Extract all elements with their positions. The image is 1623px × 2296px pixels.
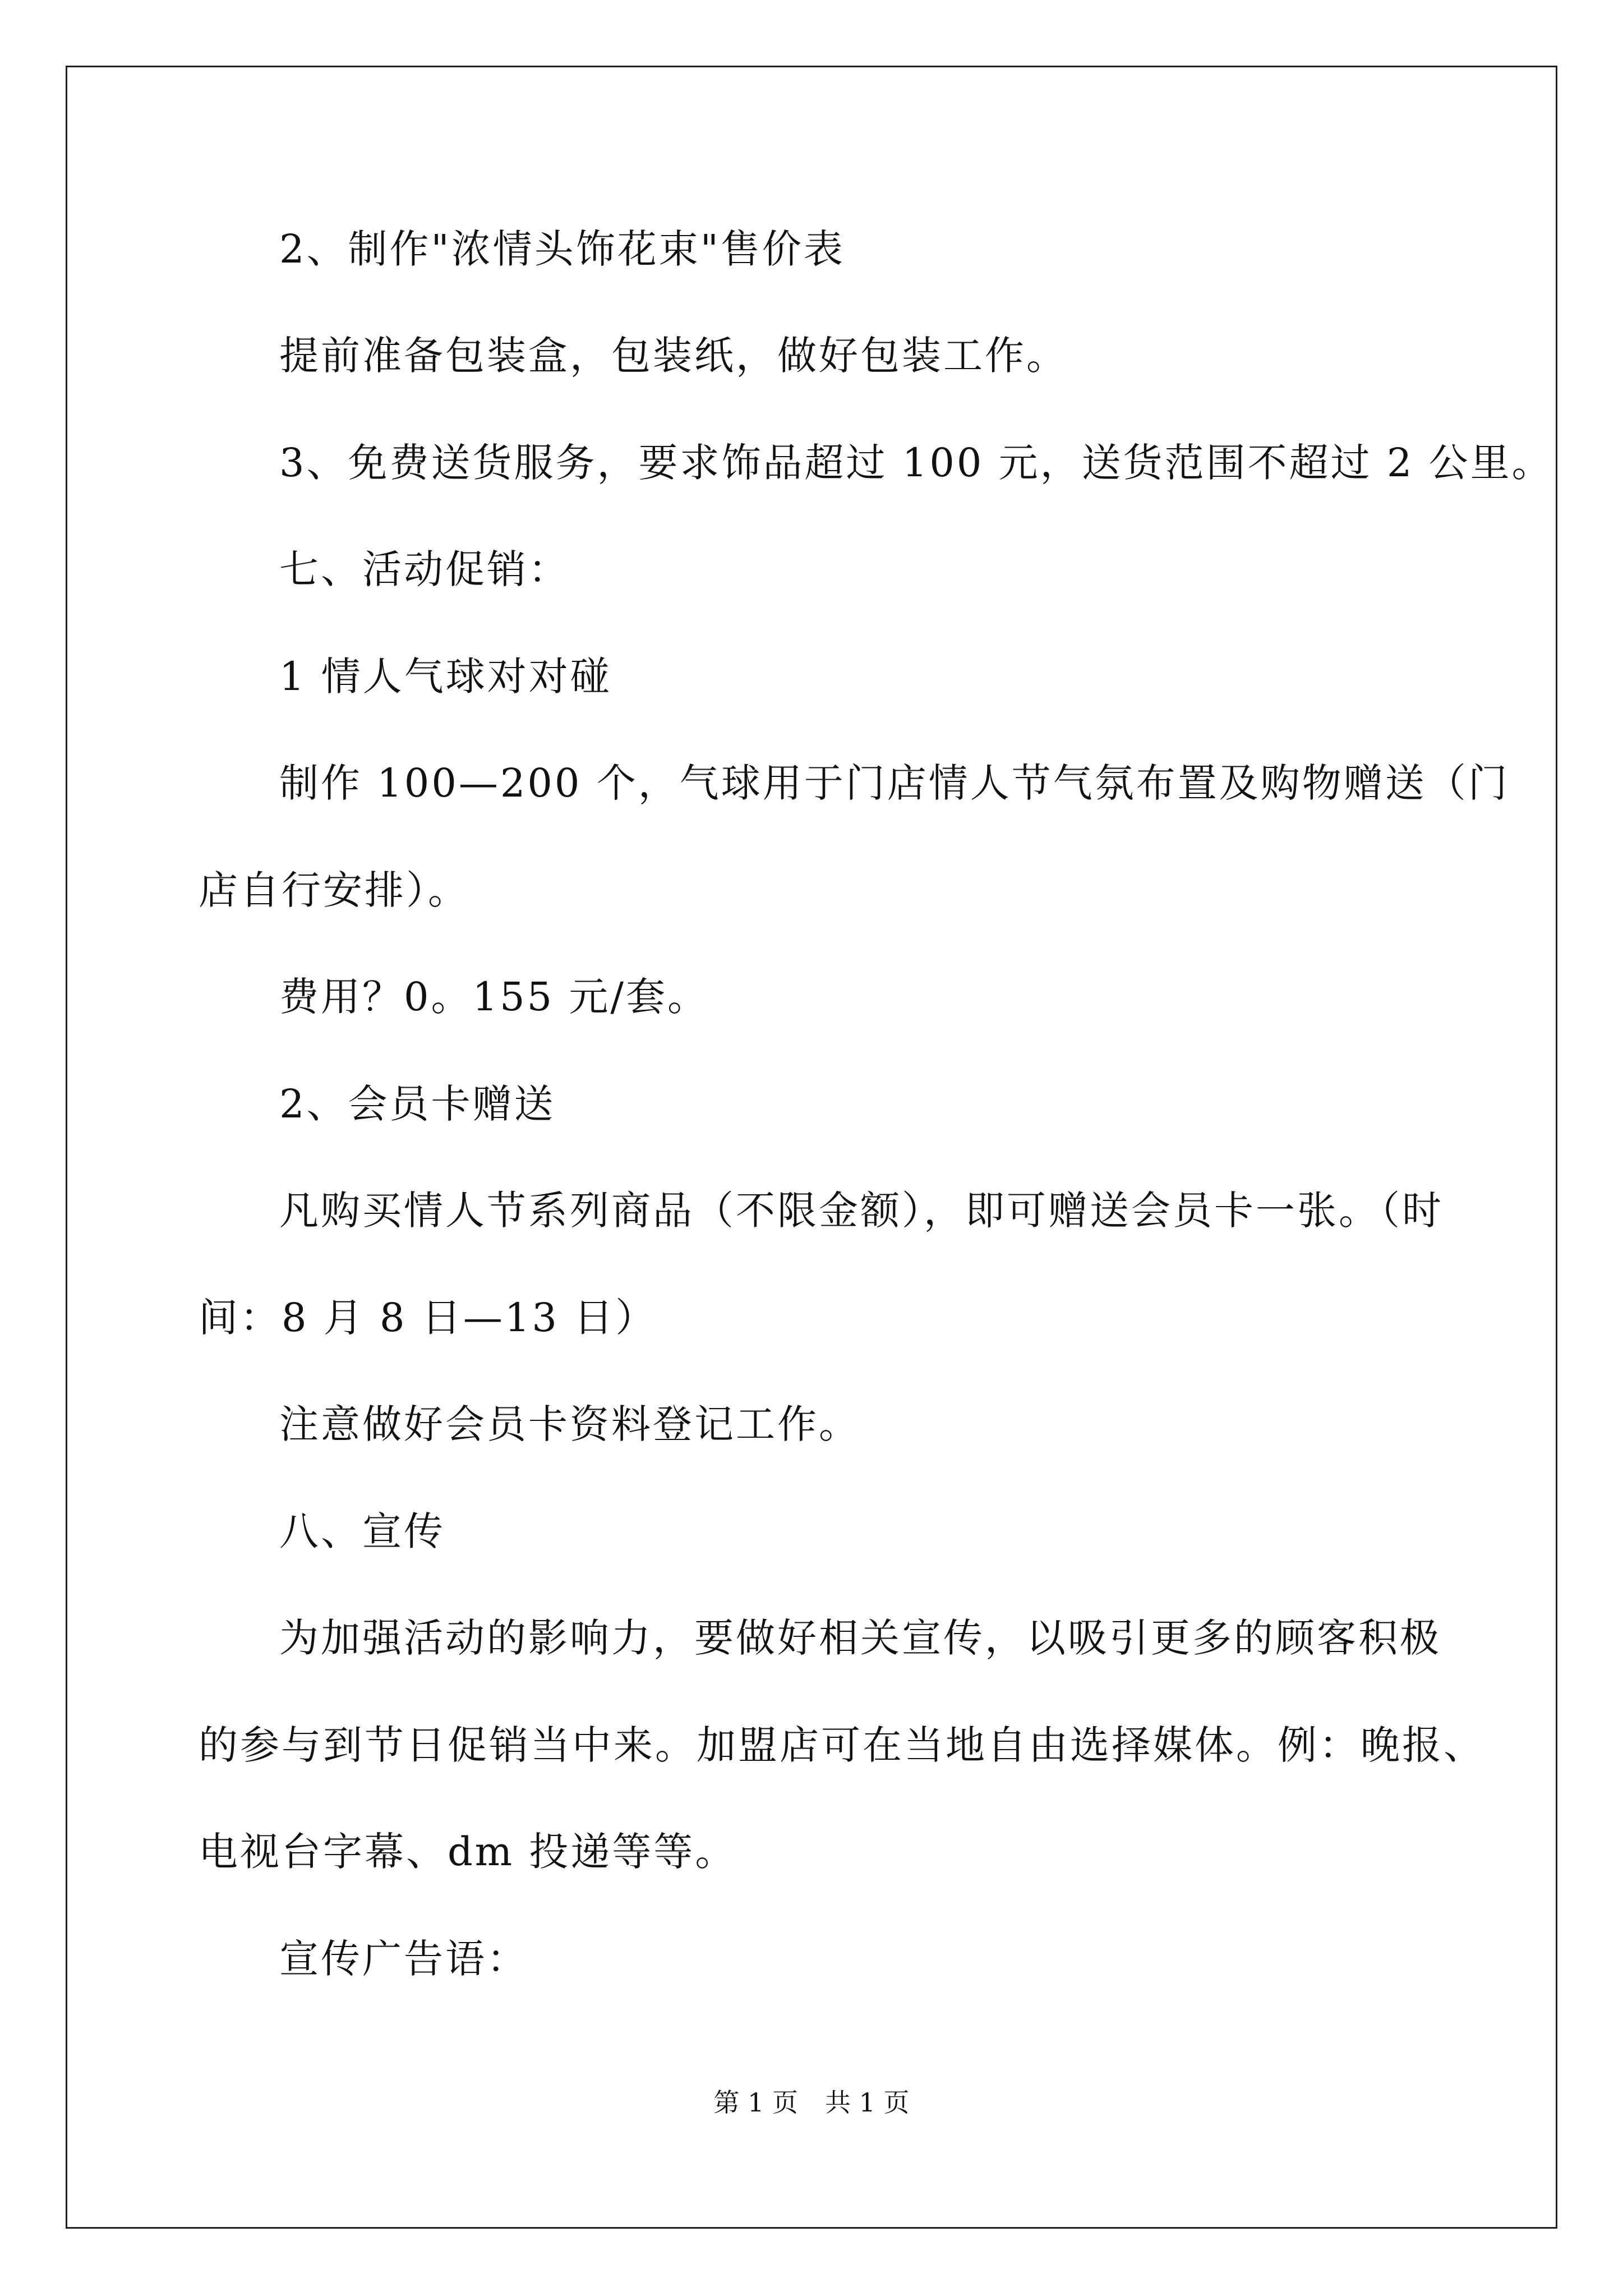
text-line-2: 提前准备包装盒，包装纸，做好包装工作。 xyxy=(279,333,1068,379)
text-line-1: 2、制作"浓情头饰花束"售价表 xyxy=(279,226,845,272)
page-border xyxy=(66,66,1557,2229)
text-line-14: 为加强活动的影响力，要做好相关宣传，以吸引更多的顾客积极 xyxy=(279,1615,1441,1661)
page-footer xyxy=(0,2086,1623,2119)
text-line-15: 的参与到节日促销当中来。加盟店可在当地自由选择媒体。例：晚报、 xyxy=(199,1722,1485,1768)
text-line-8: 费用？0。155 元/套。 xyxy=(279,974,709,1020)
text-line-5: 1 情人气球对对碰 xyxy=(279,654,612,700)
total-pages: 共 1 页 xyxy=(825,2087,910,2118)
text-line-12: 注意做好会员卡资料登记工作。 xyxy=(279,1401,860,1447)
text-line-7: 店自行安排）。 xyxy=(199,867,469,913)
heading-promotion: 七、活动促销： xyxy=(279,546,570,592)
text-line-6: 制作 100—200 个，气球用于门店情人节气氛布置及购物赠送（门 xyxy=(279,760,1510,806)
text-line-17: 宣传广告语： xyxy=(279,1936,528,1982)
text-line-16: 电视台字幕、dm 投递等等。 xyxy=(199,1829,737,1875)
text-line-11: 间：8 月 8 日—13 日） xyxy=(199,1295,657,1341)
text-line-9: 2、会员卡赠送 xyxy=(279,1081,556,1127)
heading-publicity: 八、宣传 xyxy=(279,1508,445,1554)
text-line-3: 3、免费送货服务，要求饰品超过 100 元，送货范围不超过 2 公里。 xyxy=(279,440,1553,486)
text-line-10: 凡购买情人节系列商品（不限金额），即可赠送会员卡一张。（时 xyxy=(279,1188,1444,1234)
page-number: 第 1 页 xyxy=(713,2087,798,2118)
